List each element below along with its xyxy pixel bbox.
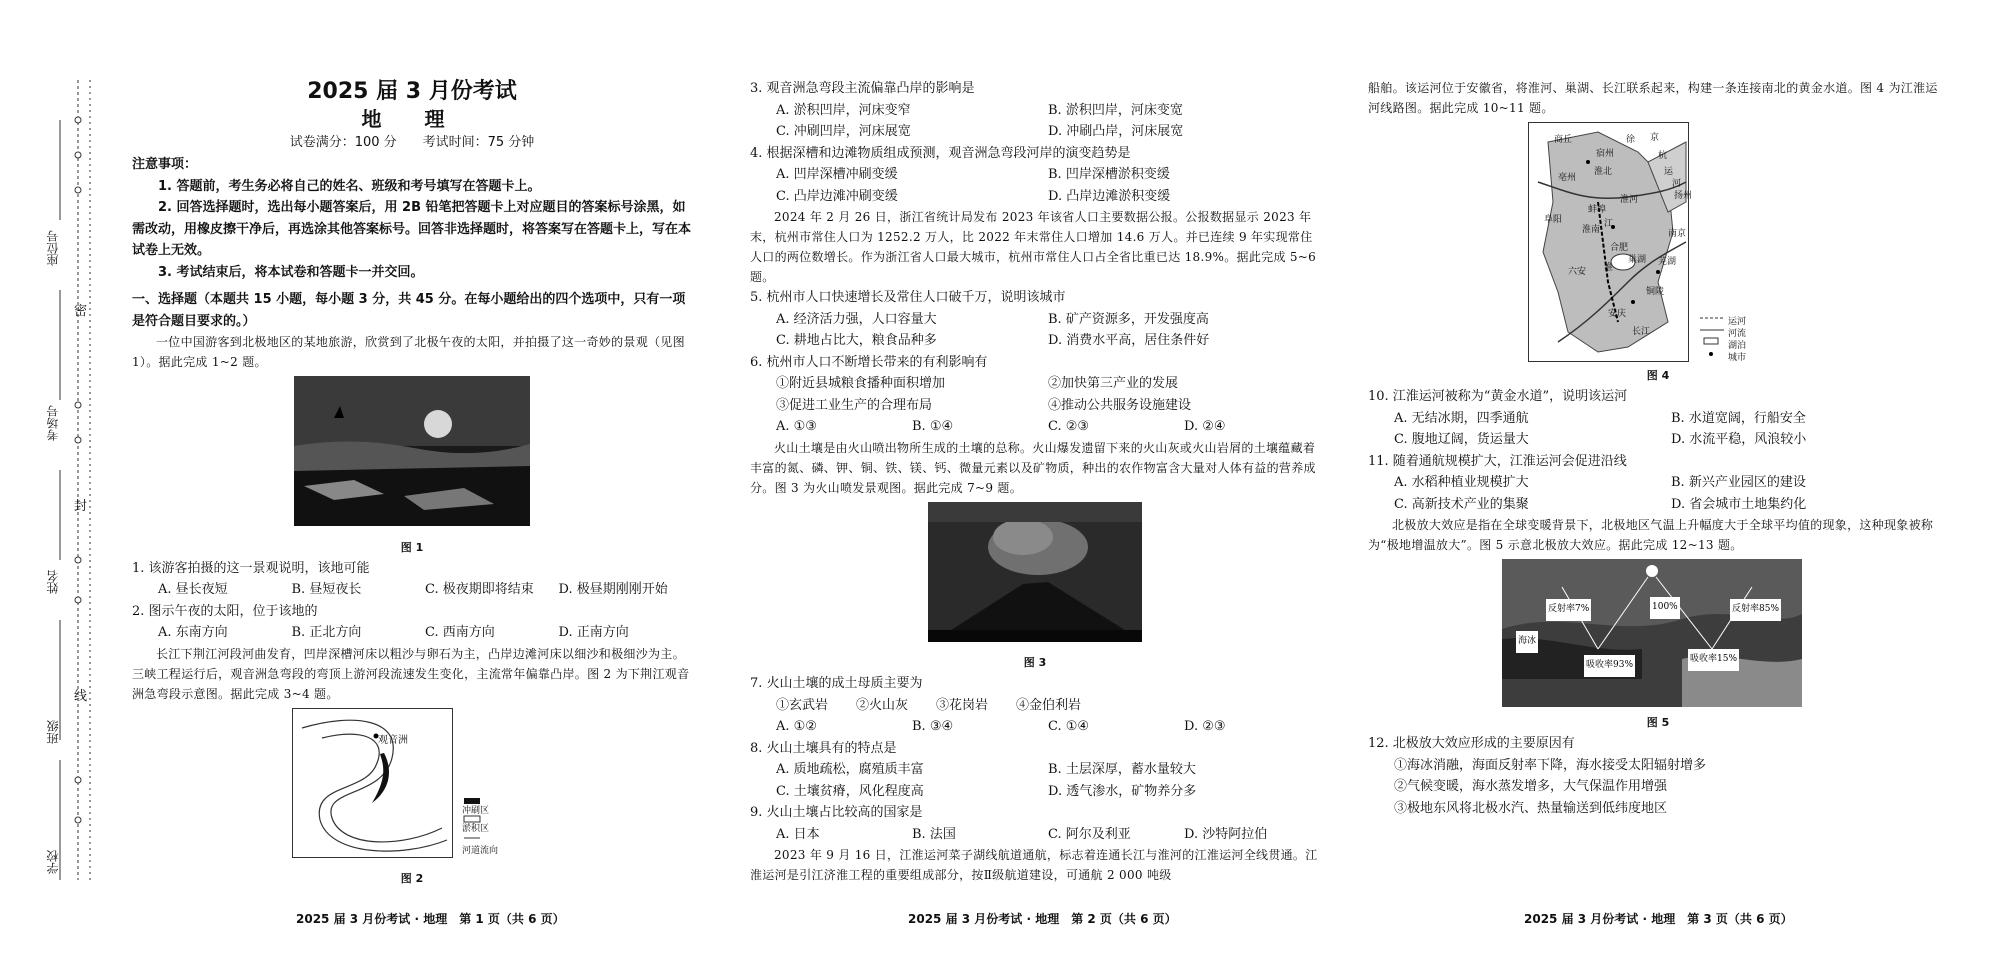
passage-5-continued: 船舶。该运河位于安徽省，将淮河、巢湖、长江联系起来，构建一条连接南北的黄金水道。图 4 为江淮运河线路图。据此完成 10~11 题。 bbox=[1368, 81, 1938, 115]
question-3: 3. 观音洲急弯段主流偏靠凸岸的影响是 bbox=[750, 81, 975, 96]
option-c[interactable]: C. 极夜期即将结束 bbox=[425, 582, 534, 597]
question-4-options-cd bbox=[750, 186, 1320, 208]
question-10-options-ab bbox=[1368, 408, 1948, 430]
seal-char-mi: 密 bbox=[74, 304, 88, 319]
question-3-options-cd bbox=[750, 121, 1320, 143]
map-legend-lake: 湖泊 bbox=[1728, 341, 1747, 351]
question-7: 7. 火山土壤的成土母质主要为 bbox=[750, 676, 923, 691]
question-12-item-3: ③极地东风将北极水汽、热量输送到低纬度地区 bbox=[1394, 800, 1668, 816]
option-d[interactable]: D. 凸岸边滩淤积变缓 bbox=[1048, 188, 1171, 204]
option-d[interactable]: D. ②④ bbox=[1184, 419, 1226, 434]
option-b[interactable]: B. 土层深厚，蓄水量较大 bbox=[1048, 762, 1196, 777]
option-d[interactable]: D. 沙特阿拉伯 bbox=[1184, 826, 1268, 842]
option-d[interactable]: D. 极昼期刚刚开始 bbox=[558, 582, 668, 597]
passage-5: 2023 年 9 月 16 日，江淮运河菜子湖线航道通航，标志着连通长江与淮河的江淮运河全线贯通。江淮运河是引江济淮工程的重要组成部分，按Ⅱ级航道建设，可通航 2 000 吨级 bbox=[750, 848, 1318, 882]
map-label-nanjing: 南京 bbox=[1668, 229, 1687, 239]
seat-number-label: 座位号 bbox=[46, 230, 60, 266]
question-6-options bbox=[750, 416, 1320, 438]
binding-lines bbox=[0, 0, 100, 968]
page-1 bbox=[132, 78, 692, 889]
figure-1-caption: 图 1 bbox=[400, 540, 424, 554]
item-4: ④金伯利岩 bbox=[1016, 697, 1082, 713]
figure-4-caption: 图 4 bbox=[1646, 369, 1670, 382]
passage-4: 火山土壤是由火山喷出物所生成的土壤的总称。火山爆发遗留下来的火山灰或火山岩屑的土壤蕴藏着丰富的氮、磷、钾、铜、铁、镁、钙、微量元素以及矿物质，种出的农作物富含大量对人体有益的营养成分。图 3 为火山喷发景观图。据此完成 7~9 题。 bbox=[750, 440, 1316, 495]
question-6-items-34 bbox=[750, 395, 1320, 417]
map-label-bengbu: 蚌埠 bbox=[1588, 205, 1607, 215]
option-a[interactable]: A. ①③ bbox=[776, 419, 817, 434]
option-b[interactable]: B. 新兴产业园区的建设 bbox=[1671, 475, 1806, 490]
option-c[interactable]: C. 冲刷凹岸，河床展宽 bbox=[776, 124, 911, 139]
question-7-options bbox=[750, 716, 1320, 738]
map-label-wuhu: 芜湖 bbox=[1658, 257, 1677, 267]
item-4: ④推动公共服务设施建设 bbox=[1048, 397, 1192, 413]
option-c[interactable]: C. ②③ bbox=[1048, 419, 1090, 434]
seal-char-feng: 封 bbox=[74, 499, 88, 514]
figure-5-caption: 图 5 bbox=[1646, 716, 1670, 729]
option-a[interactable]: A. ①② bbox=[776, 719, 817, 734]
section-heading: 一、选择题（本题共 15 小题，每小题 3 分，共 45 分。在每小题给出的四个选项中，只有一项是符合题目要求的。） bbox=[132, 292, 686, 329]
volcano-photo bbox=[928, 502, 1142, 642]
figure-5 bbox=[1368, 559, 1948, 709]
fig5-label-absorb-ocean: 吸收率93% bbox=[1584, 655, 1635, 677]
question-8: 8. 火山土壤具有的特点是 bbox=[750, 740, 897, 756]
item-2: ②火山灰 bbox=[856, 697, 909, 713]
question-2-options bbox=[132, 622, 692, 644]
option-b[interactable]: B. ③④ bbox=[912, 719, 954, 734]
exam-room-label: 考场号 bbox=[46, 405, 60, 441]
exam-subject: 地 理 bbox=[361, 107, 463, 131]
question-8-options-ab bbox=[750, 759, 1320, 781]
fig2-legend-scour: 冲刷区 bbox=[462, 805, 490, 816]
map-legend-city: 城市 bbox=[1728, 353, 1747, 363]
option-a[interactable]: A. 日本 bbox=[776, 826, 820, 842]
map-label-suzhou: 宿州 bbox=[1596, 149, 1615, 159]
question-4: 4. 根据深槽和边滩物质组成预测，观音洲急弯段河岸的演变趋势是 bbox=[750, 145, 1131, 161]
map-label-yun: 运 bbox=[1664, 167, 1674, 177]
question-3-options-ab bbox=[750, 100, 1320, 122]
question-11-options-ab bbox=[1368, 472, 1948, 494]
option-a[interactable]: A. 无结冰期，四季通航 bbox=[1394, 410, 1529, 426]
question-9-options bbox=[750, 824, 1320, 846]
notice-title: 注意事项： bbox=[132, 157, 198, 172]
map-label-bozhou: 亳州 bbox=[1558, 173, 1577, 183]
question-7-items bbox=[750, 695, 1320, 717]
question-12: 12. 北极放大效应形成的主要原因有 bbox=[1368, 736, 1575, 751]
option-c[interactable]: C. 阿尔及利亚 bbox=[1048, 826, 1131, 842]
map-label-he: 河 bbox=[1672, 179, 1682, 189]
fig5-label-sea-ice: 海冰 bbox=[1516, 631, 1538, 653]
seal-char-xian: 线 bbox=[74, 689, 88, 704]
question-10-options-cd bbox=[1368, 429, 1948, 451]
fig5-label-absorb-ice: 吸收率15% bbox=[1688, 649, 1739, 671]
option-d[interactable]: D. 水流平稳，风浪较小 bbox=[1671, 432, 1807, 447]
arctic-amplification-photo bbox=[1502, 559, 1802, 707]
page-3-footer: 2025 届 3 月份考试 · 地理 第 3 页（共 6 页） bbox=[1524, 912, 1793, 926]
map-label-huai: 淮 bbox=[1604, 263, 1614, 273]
option-c[interactable]: C. 土壤贫瘠，风化程度高 bbox=[776, 783, 924, 799]
question-6-items-12 bbox=[750, 373, 1320, 395]
option-b[interactable]: B. 正北方向 bbox=[291, 625, 362, 640]
map-label-fuyang: 阜阳 bbox=[1544, 215, 1563, 225]
question-11-options-cd bbox=[1368, 494, 1948, 516]
map-label-huaihe: 淮河 bbox=[1620, 195, 1639, 205]
figure-3 bbox=[750, 502, 1320, 650]
question-12-item-1: ①海冰消融，海面反射率下降，海水接受太阳辐射增多 bbox=[1394, 757, 1707, 773]
option-a[interactable]: A. 凹岸深槽冲刷变缓 bbox=[776, 167, 898, 182]
exam-info: 试卷满分：100 分 考试时间：75 分钟 bbox=[289, 135, 535, 150]
notice-2: 2. 回答选择题时，选出每小题答案后，用 2B 铅笔把答题卡上对应题目的答案标号涂黑，如需改动，用橡皮擦干净后，再选涂其他答案标号。回答非选择题时，将答案写在答题卡上，写在本试卷上无效。 bbox=[132, 200, 692, 258]
question-6: 6. 杭州市人口不断增长带来的有利影响有 bbox=[750, 354, 988, 370]
option-d[interactable]: D. 冲刷凸岸，河床展宽 bbox=[1048, 124, 1184, 139]
figure-2 bbox=[132, 708, 692, 866]
map-label-anqing: 安庆 bbox=[1608, 309, 1627, 319]
fig5-label-reflect-ocean: 反射率7% bbox=[1546, 599, 1591, 621]
map-label-xu: 徐 bbox=[1626, 135, 1636, 145]
option-a[interactable]: A. 质地疏松，腐殖质丰富 bbox=[776, 762, 924, 777]
option-b[interactable]: B. 矿产资源多，开发强度高 bbox=[1048, 311, 1209, 327]
option-d[interactable]: D. 省会城市土地集约化 bbox=[1671, 496, 1807, 512]
option-c[interactable]: C. 高新技术产业的集聚 bbox=[1394, 496, 1529, 512]
question-5-options-ab bbox=[750, 309, 1320, 331]
option-b[interactable]: B. 水道宽阔，行船安全 bbox=[1671, 410, 1806, 426]
option-a[interactable]: A. 东南方向 bbox=[158, 625, 228, 640]
question-10: 10. 江淮运河被称为“黄金水道”，说明该运河 bbox=[1368, 389, 1628, 404]
item-3: ③花岗岩 bbox=[936, 697, 989, 713]
item-1: ①附近县城粮食播种面积增加 bbox=[776, 376, 946, 391]
river-bend-map bbox=[292, 708, 532, 858]
option-a[interactable]: A. 经济活力强，人口容量大 bbox=[776, 311, 937, 327]
map-label-hang: 杭 bbox=[1658, 151, 1668, 161]
fig2-legend-deposit: 淤积区 bbox=[462, 823, 490, 834]
question-9: 9. 火山土壤占比较高的国家是 bbox=[750, 805, 923, 820]
option-a[interactable]: A. 昼长夜短 bbox=[158, 582, 228, 597]
question-1: 1. 该游客拍摄的这一景观说明，该地可能 bbox=[132, 560, 370, 576]
option-d[interactable]: D. 透气渗水，矿物养分多 bbox=[1048, 783, 1197, 799]
fig5-label-100: 100% bbox=[1650, 597, 1680, 619]
map-label-hefei: 合肥 bbox=[1610, 243, 1629, 253]
figure-2-caption: 图 2 bbox=[400, 872, 424, 885]
figure-3-caption: 图 3 bbox=[1023, 656, 1047, 669]
midnight-sun-photo bbox=[294, 376, 530, 526]
page-2-footer: 2025 届 3 月份考试 · 地理 第 2 页（共 6 页） bbox=[908, 912, 1177, 926]
passage-2: 长江下荆江河段河曲发育，凹岸深槽河床以粗沙与卵石为主，凸岸边滩河床以细沙和极细沙为主。三峡工程运行后，观音洲急弯段的弯顶上游河段流速发生变化，主流常年偏靠凸岸。图 2 为下荆江观音洲急弯段示意图。据此完成 3~4 题。 bbox=[132, 646, 690, 701]
question-1-options bbox=[132, 579, 692, 601]
map-label-yangzhou: 扬州 bbox=[1674, 191, 1693, 201]
question-12-item-2: ②气候变暖，海水蒸发增多，大气保温作用增强 bbox=[1394, 779, 1668, 794]
map-legend-canal: 运河 bbox=[1728, 317, 1747, 327]
exam-title: 2025 届 3 月份考试 bbox=[307, 79, 517, 104]
notice-3: 3. 考试结束后，将本试卷和答题卡一并交回。 bbox=[158, 264, 424, 280]
notice-1: 1. 答题前，考生务必将自己的姓名、班级和考号填写在答题卡上。 bbox=[158, 178, 541, 194]
map-label-changjiang: 长江 bbox=[1632, 327, 1651, 337]
fig2-label-guanyinzhou: 观音洲 bbox=[378, 734, 408, 746]
question-4-options-ab bbox=[750, 164, 1320, 186]
binding-margin bbox=[0, 0, 100, 968]
figure-1 bbox=[132, 376, 692, 534]
question-8-options-cd bbox=[750, 781, 1320, 803]
question-11: 11. 随着通航规模扩大，江淮运河会促进沿线 bbox=[1368, 453, 1627, 469]
page-1-footer: 2025 届 3 月份考试 · 地理 第 1 页（共 6 页） bbox=[296, 912, 565, 926]
passage-6: 北极放大效应是指在全球变暖背景下，北极地区气温上升幅度大于全球平均值的现象，这种现象被称为“极地增温放大”。图 5 示意北极放大效应。据此完成 12~13 题。 bbox=[1368, 518, 1934, 552]
passage-3: 2024 年 2 月 26 日，浙江省统计局发布 2023 年该省人口主要数据公报。公报数据显示 2023 年末，杭州市常住人口为 1252.2 万人，比 2022 年末常住人口增加 14.6 万人。并已连续 9 年实现常住人口的两位数增长。作为浙江省人口最大城市，杭州市常住人口占全省比重已达 18.9%。据此完成 5~6 题。 bbox=[750, 210, 1317, 284]
item-1: ①玄武岩 bbox=[776, 697, 829, 713]
item-3: ③促进工业生产的合理布局 bbox=[776, 397, 933, 413]
map-label-tongling: 铜陵 bbox=[1646, 287, 1665, 297]
option-c[interactable]: C. 凸岸边滩冲刷变缓 bbox=[776, 188, 898, 204]
map-label-luan: 六安 bbox=[1568, 267, 1587, 277]
option-c[interactable]: C. 腹地辽阔，货运量大 bbox=[1394, 432, 1529, 447]
option-b[interactable]: B. 法国 bbox=[912, 826, 956, 842]
school-label: 学校 bbox=[46, 850, 60, 874]
fig5-label-reflect-ice: 反射率85% bbox=[1730, 599, 1781, 621]
map-label-huaibei: 淮北 bbox=[1594, 167, 1613, 177]
option-c[interactable]: C. ①④ bbox=[1048, 719, 1090, 734]
option-a[interactable]: A. 淤积凹岸，河床变窄 bbox=[776, 102, 911, 118]
option-b[interactable]: B. 凹岸深槽淤积变缓 bbox=[1048, 167, 1170, 182]
map-label-huainan: 淮南 bbox=[1582, 225, 1601, 235]
passage-1: 一位中国游客到北极地区的某地旅游，欣赏到了北极午夜的太阳，并拍摄了这一奇妙的景观（见图 1）。据此完成 1~2 题。 bbox=[132, 335, 685, 369]
figure-4 bbox=[1368, 122, 1948, 362]
option-b[interactable]: B. ①④ bbox=[912, 419, 954, 434]
question-5: 5. 杭州市人口快速增长及常住人口破千万，说明该城市 bbox=[750, 290, 1066, 305]
map-label-chaohu: 巢湖 bbox=[1628, 255, 1647, 265]
page-2 bbox=[750, 78, 1320, 885]
option-d[interactable]: D. 消费水平高，居住条件好 bbox=[1048, 333, 1210, 348]
map-label-shangqiu: 商丘 bbox=[1554, 135, 1573, 145]
option-b[interactable]: B. 昼短夜长 bbox=[291, 582, 362, 597]
option-b[interactable]: B. 淤积凹岸，河床变宽 bbox=[1048, 102, 1183, 118]
map-label-jing: 京 bbox=[1650, 133, 1660, 143]
class-label: 班级 bbox=[46, 720, 60, 744]
option-c[interactable]: C. 耕地占比大，粮食品种多 bbox=[776, 333, 937, 348]
page-3 bbox=[1368, 78, 1948, 819]
map-label-jiang: 江 bbox=[1604, 219, 1614, 229]
option-c[interactable]: C. 西南方向 bbox=[425, 625, 495, 640]
option-d[interactable]: D. ②③ bbox=[1184, 719, 1226, 734]
question-5-options-cd bbox=[750, 330, 1320, 352]
option-d[interactable]: D. 正南方向 bbox=[558, 625, 629, 640]
name-label: 姓名 bbox=[46, 570, 60, 594]
item-2: ②加快第三产业的发展 bbox=[1048, 376, 1179, 391]
map-legend-river: 河流 bbox=[1728, 329, 1747, 339]
option-a[interactable]: A. 水稻种植业规模扩大 bbox=[1394, 475, 1529, 490]
question-2: 2. 图示午夜的太阳，位于该地的 bbox=[132, 603, 318, 619]
fig2-legend-flow: 河道流向 bbox=[462, 845, 499, 856]
